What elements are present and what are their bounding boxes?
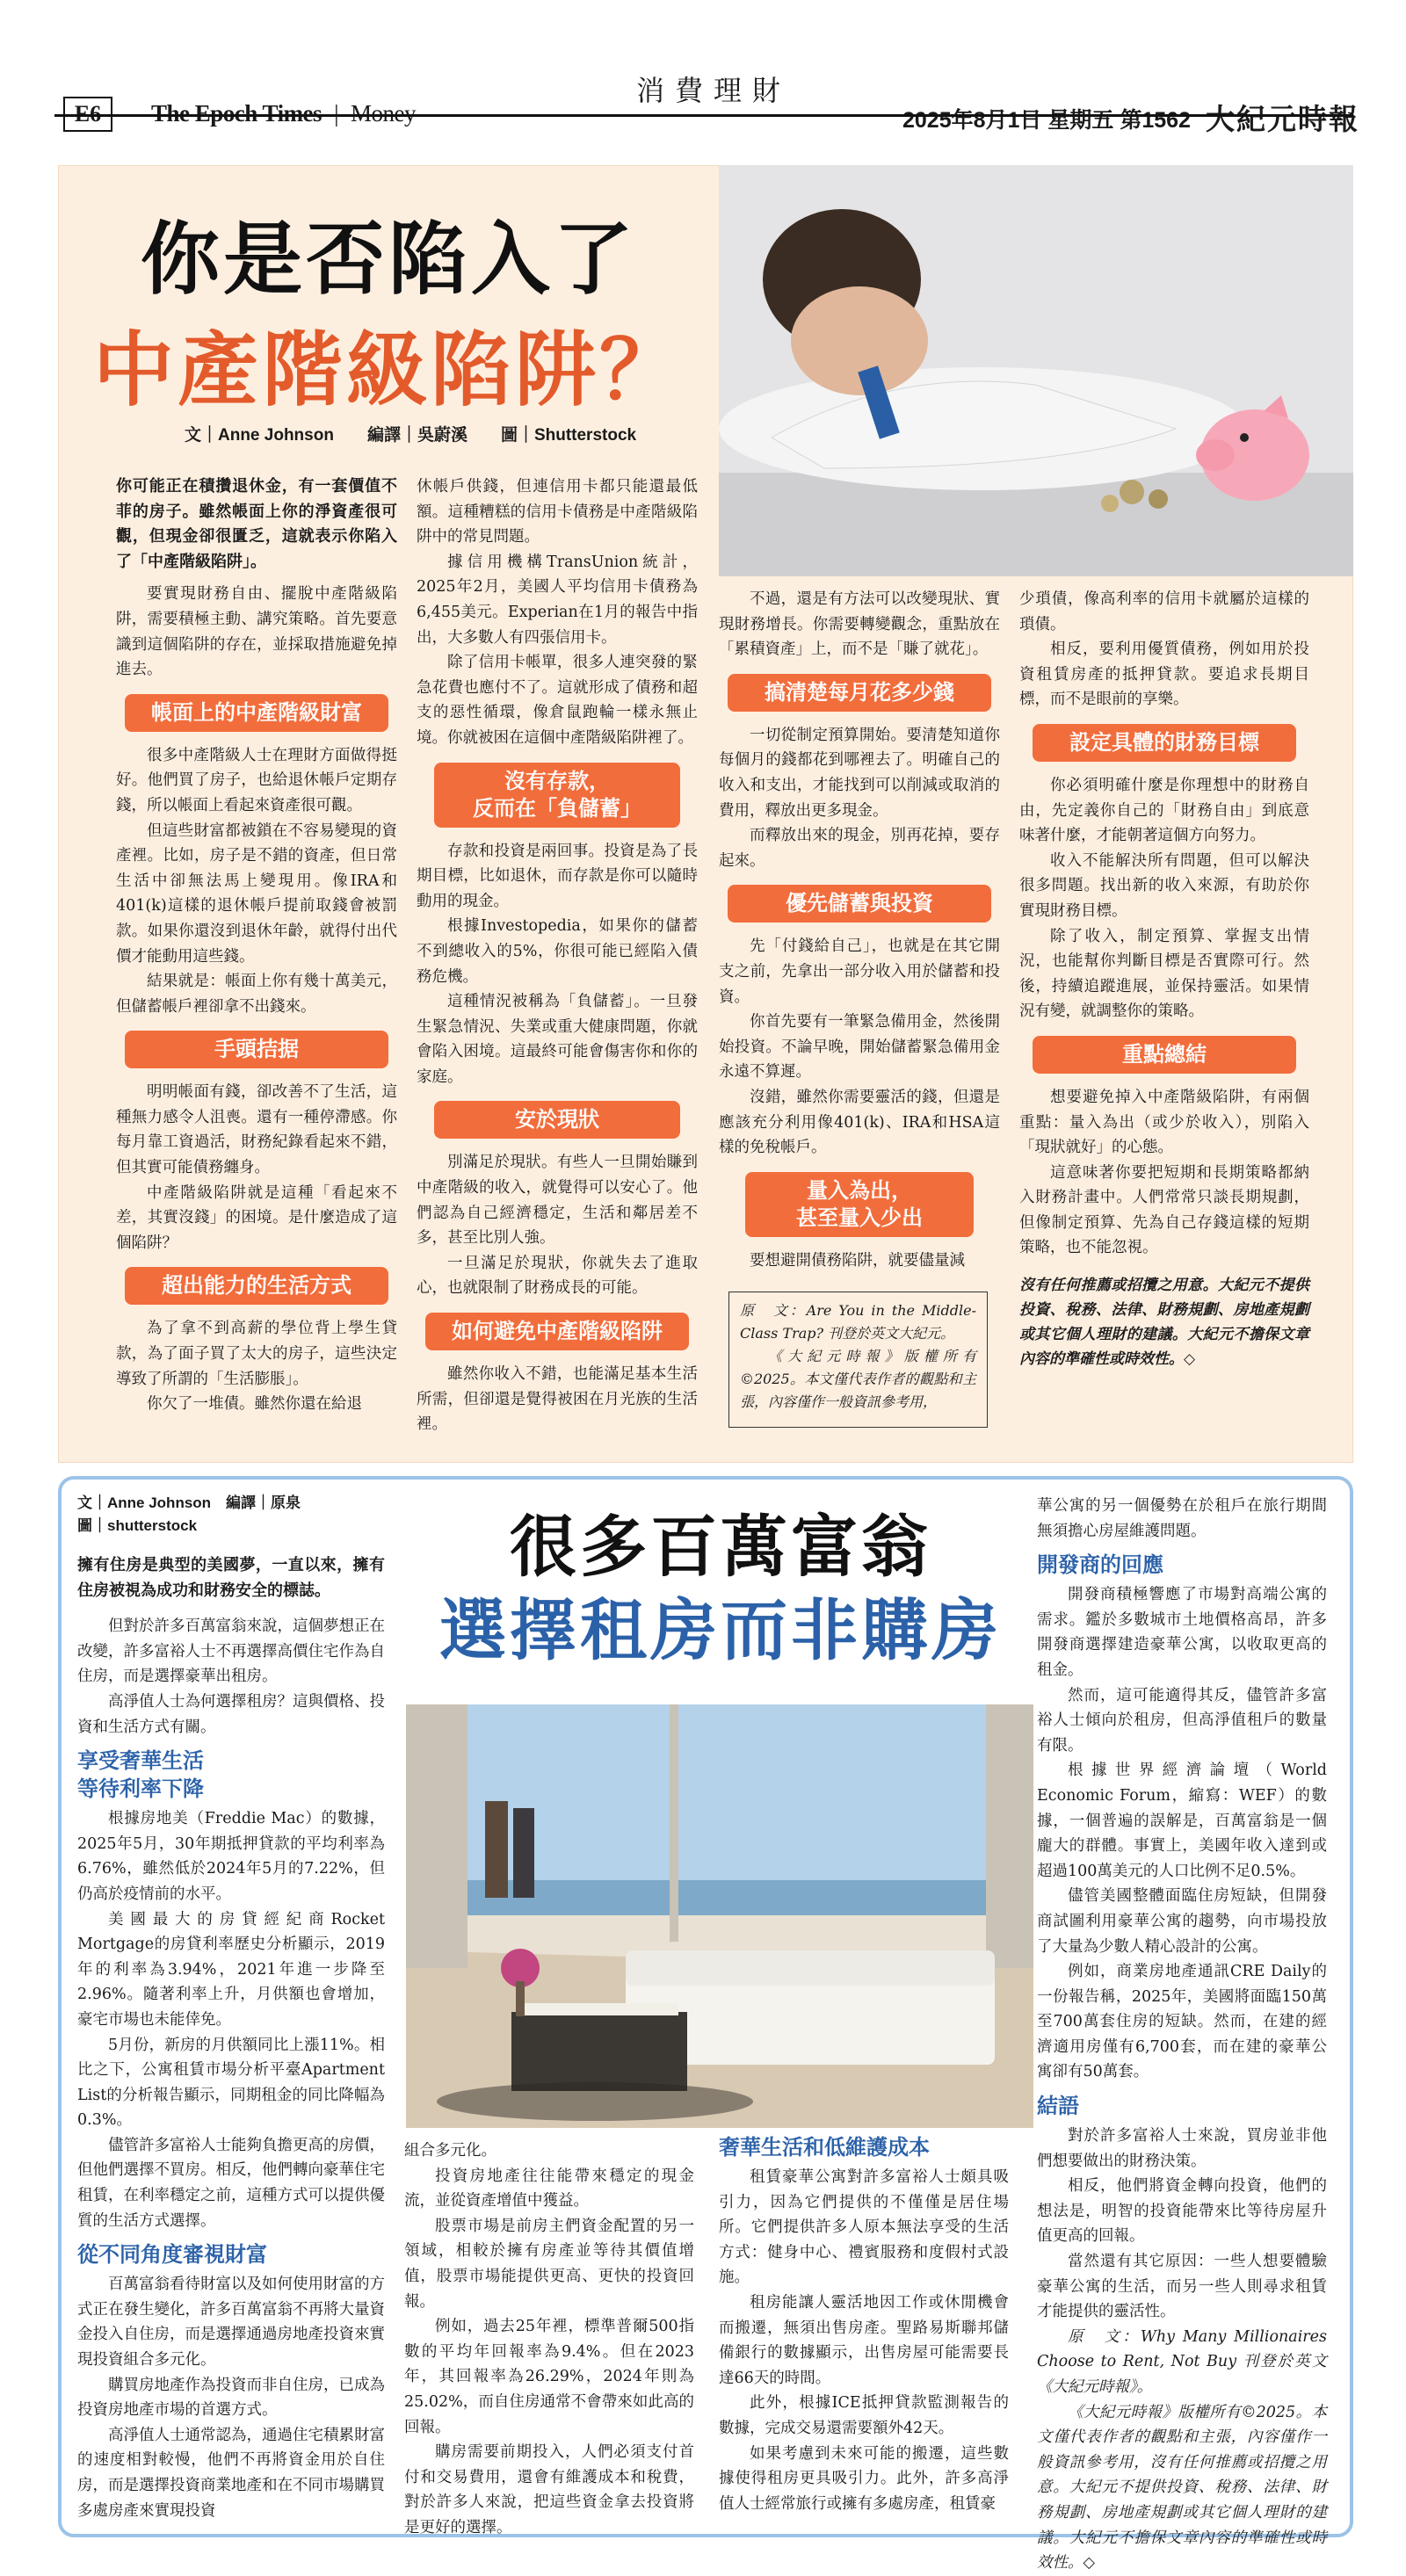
luxury-apartment-illustration bbox=[406, 1704, 1033, 2128]
article2-credit: 圖｜shutterstock bbox=[77, 1517, 198, 1534]
section-name: Money bbox=[350, 100, 416, 127]
disclaimer: 沒有任何推薦或招攬之用意。大紀元不提供投資、稅務、法律、財務規劃、房地產規劃或其它個人理財的建議。大紀元不擔保文章內容的準確性或時效性。◇ bbox=[1019, 1277, 1309, 1369]
paragraph: 據信用機構TransUnion統計，2025年2月，美國人平均信用卡債務為6,455美元。Experian在1月的報告中指出，大多數人有四張信用卡。 bbox=[417, 553, 698, 647]
page-header bbox=[54, 16, 1359, 136]
paragraph: 你首先要有一筆緊急備用金，然後開始投資。不論早晚，開始儲蓄緊急備用金永遠不算遲。 bbox=[719, 1013, 1000, 1082]
paragraph: 如果考慮到未來可能的搬遷，這些數據使得租房更具吸引力。此外，許多高淨值人士經常旅行或擁有多處房產，租賃豪 bbox=[719, 2444, 1009, 2513]
paragraph: 租賃豪華公寓對許多富裕人士頗具吸引力，因為它們提供的不僅僅是居住場所。它們提供許多人原本無法享受的生活方式：健身中心、禮賓服務和度假村式設施。 bbox=[719, 2168, 1009, 2287]
subheading: 開發商的回應 bbox=[1037, 1552, 1163, 1578]
article2-column3 bbox=[719, 2133, 1009, 2516]
paragraph: 購買房地產作為投資而非自住房，已成為投資房地產市場的首選方式。 bbox=[77, 2376, 385, 2420]
paragraph: 購房需要前期投入，人們必須支付首付和交易費用，還會有維護成本和稅費，對於許多人來說，把這些資金拿去投資將是更好的選擇。 bbox=[404, 2443, 694, 2536]
copyright-note: 《大紀元時報》版權所有©2025。本文僅代表作者的觀點和主張，內容僅作一般資訊參考用， bbox=[740, 1348, 976, 1410]
paragraph: 很多中產階級人士在理財方面做得挺好。他們買了房子，也給退休帳戶定期存錢，所以帳面上看起來資產很可觀。 bbox=[116, 746, 397, 814]
issue-date: 2025年8月1日 星期五 第1562 bbox=[902, 108, 1191, 133]
paragraph: 開發商積極響應了市場對高端公寓的需求。鑑於多數城市土地價格高昂，許多開發商選擇建造豪華公寓，以收取更高的租金。 bbox=[1037, 1586, 1327, 1679]
paragraph: 百萬富翁看待財富以及如何使用財富的方式正在發生變化，許多百萬富翁不再將大量資金投入自住房，而是選擇通過房地產投資來實現投資組合多元化。 bbox=[77, 2276, 385, 2370]
subheading: 超出能力的生活方式 bbox=[125, 1267, 388, 1305]
article1-lead: 你可能正在積攢退休金，有一套價值不菲的房子。雖然帳面上你的淨資產很可觀，但現金卻很匱乏，這就表示你陷入了「中產階級陷阱」。 bbox=[116, 477, 397, 571]
article1-column2 bbox=[417, 474, 698, 1437]
masthead-logo: 大紀元時報 bbox=[1206, 102, 1359, 136]
paragraph: 儘管美國整體面臨住房短缺，但開發商試圖利用豪華公寓的趨勢，向市場投放了大量為少數人精心設計的公寓。 bbox=[1037, 1887, 1327, 1956]
source-note: 原 文：Why Many Millionaires Choose to Rent, Not Buy 刊登於英文《大紀元時報》。 bbox=[1037, 2327, 1327, 2396]
paragraph: 除了收入，制定預算、掌握支出情況，也能幫你判斷目標是否實際可行。然後，持續追蹤進展，並保持靈活。如果情況有變，就調整你的策略。 bbox=[1019, 927, 1309, 1021]
paragraph: 當然還有其它原因：一些人想要體驗豪華公寓的生活，而另一些人則尋求租賃才能提供的靈活性。 bbox=[1037, 2253, 1327, 2321]
article2-photo bbox=[406, 1704, 1033, 2128]
source-note-box bbox=[728, 1292, 988, 1428]
brand-name: The Epoch Times bbox=[151, 100, 323, 127]
article2-byline: 文｜Anne Johnson 編譯｜原泉 bbox=[77, 1494, 301, 1511]
subheading: 手頭拮据 bbox=[125, 1031, 388, 1068]
subheading: 結語 bbox=[1037, 2094, 1079, 2119]
paragraph: 這意味著你要把短期和長期策略都納入財務計畫中。人們常常只談長期規劃，但像制定預算、先為自己存錢這樣的短期策略，也不能忽視。 bbox=[1019, 1163, 1309, 1257]
paragraph: 少瑣債，像高利率的信用卡就屬於這樣的瑣債。 bbox=[1019, 590, 1309, 633]
article1-byline: 文｜Anne Johnson 編譯｜吳蔚溪 圖｜Shutterstock bbox=[185, 426, 637, 445]
paragraph: 結果就是：帳面上你有幾十萬美元，但儲蓄帳戶裡卻拿不出錢來。 bbox=[116, 973, 397, 1016]
paragraph: 5月份，新房的月供額同比上漲11%。相比之下，公寓租賃市場分析平臺Apartment List的分析報告顯示，同期租金的同比降幅為0.3%。 bbox=[77, 2036, 385, 2130]
article1-title-line1: 你是否陷入了 bbox=[141, 213, 636, 306]
subheading: 奢華生活和低維護成本 bbox=[719, 2135, 930, 2160]
paragraph: 想要避免掉入中產階級陷阱，有兩個重點：量入為出（或少於收入），別陷入「現狀就好」的心態。 bbox=[1019, 1088, 1309, 1157]
paragraph: 根據世界經濟論壇（World Economic Forum，縮寫：WEF）的數據，一個普遍的誤解是，百萬富翁是一個龐大的群體。事實上，美國年收入達到或超過100萬美元的人口比例不足0.5%。 bbox=[1037, 1762, 1327, 1880]
paragraph: 沒錯，雖然你需要靈活的錢，但還是應該充分利用像401(k)、IRA和HSA這樣的免稅帳戶。 bbox=[719, 1088, 1000, 1157]
disclaimer: 《大紀元時報》版權所有©2025。本文僅代表作者的觀點和主張，內容僅作一般資訊參考用，沒有任何推薦或招攬之用意。大紀元不提供投資、稅務、法律、財務規劃、房地產規劃或其它個人理財的建議。大紀元不擔保文章內容的準確性或時效性。◇ bbox=[1037, 2403, 1327, 2572]
article1-photo bbox=[719, 165, 1353, 576]
paragraph: 要實現財務自由、擺脫中產階級陷阱，需要積極主動、講究策略。首先要意識到這個陷阱的存在，並採取措施避免掉進去。 bbox=[116, 585, 397, 679]
subheading: 量入為出， 甚至量入少出 bbox=[745, 1172, 974, 1237]
article2-column4 bbox=[1037, 1494, 1327, 2576]
subheading: 沒有存款， 反而在「負儲蓄」 bbox=[434, 763, 680, 828]
subheading: 優先儲蓄與投資 bbox=[728, 885, 991, 923]
paragraph: 華公寓的另一個優勢在於租戶在旅行期間無須擔心房屋維護問題。 bbox=[1037, 1497, 1327, 1540]
paragraph: 為了拿不到高薪的學位背上學生貸款，為了面子買了太大的房子，這些決定導致了所謂的「生活膨脹」。 bbox=[116, 1320, 397, 1388]
paragraph: 投資房地產往往能帶來穩定的現金流，並從資產增值中獲益。 bbox=[404, 2167, 694, 2211]
paragraph: 例如，商業房地產通訊CRE Daily的一份報告稱，2025年，美國將面臨150萬至700萬套住房的短缺。然而，在建的經濟適用房僅有6,700套，而在建的豪華公寓卻有50萬套。 bbox=[1037, 1963, 1327, 2081]
brand-separator: | bbox=[334, 100, 338, 127]
article1-column1 bbox=[116, 474, 397, 1417]
article2-byline-block bbox=[77, 1492, 376, 1538]
subheading: 重點總結 bbox=[1033, 1036, 1296, 1074]
paragraph: 高淨值人士為何選擇租房？這與價格、投資和生活方式有關。 bbox=[77, 1692, 385, 1736]
paragraph: 例如，過去25年裡，標準普爾500指數的平均年回報率為9.4%。但在2023年，其回報率為26.29%，2024年則為25.02%，而自住房通常不會帶來如此高的回報。 bbox=[404, 2318, 694, 2436]
paragraph: 股票市場是前房主們資金配置的另一領域，相較於擁有房產並等待其價值增值，股票市場能提供更高、更快的投資回報。 bbox=[404, 2217, 694, 2311]
category-title: 消費理財 bbox=[635, 74, 791, 107]
paragraph: 一切從制定預算開始。要清楚知道你每個月的錢都花到哪裡去了。明確自己的收入和支出，才能找到可以削減或取消的費用，釋放出更多現金。 bbox=[719, 726, 1000, 820]
paragraph: 但對於許多百萬富翁來說，這個夢想正在改變，許多富裕人士不再選擇高價住宅作為自住房，而是選擇豪華出租房。 bbox=[77, 1617, 385, 1686]
paragraph: 而釋放出來的現金，別再花掉，要存起來。 bbox=[719, 827, 1000, 870]
subheading: 從不同角度審視財富 bbox=[77, 2242, 267, 2268]
paragraph: 根據Investopedia，如果你的儲蓄不到總收入的5%，你很可能已經陷入債務危機。 bbox=[417, 917, 698, 986]
source-note: 原 文：Are You in the Middle-Class Trap? 刊登於英文大紀元。 bbox=[740, 1302, 976, 1342]
header-rule bbox=[54, 114, 1353, 117]
article2-column1 bbox=[77, 1553, 385, 2523]
paragraph: 相反，他們將資金轉向投資，他們的想法是，明智的投資能帶來比等待房屋升值更高的回報。 bbox=[1037, 2177, 1327, 2246]
subheading: 設定具體的財務目標 bbox=[1033, 724, 1296, 762]
article1-column4 bbox=[1019, 587, 1309, 1371]
article2-lead: 擁有住房是典型的美國夢，一直以來，擁有住房被視為成功和財務安全的標誌。 bbox=[77, 1556, 385, 1600]
paragraph: 你必須明確什麼是你理想中的財務自由，先定義你自己的「財務自由」到底意味著什麼，才能朝著這個方向努力。 bbox=[1019, 776, 1309, 845]
paragraph: 要想避開債務陷阱，就要儘量減 bbox=[750, 1251, 965, 1270]
paragraph: 收入不能解決所有問題，但可以解決很多問題。找出新的收入來源，有助於你實現財務目標。 bbox=[1019, 851, 1309, 920]
paragraph: 相反，要利用優質債務，例如用於投資租賃房產的抵押貸款。要追求長期目標，而不是眼前的享樂。 bbox=[1019, 640, 1309, 709]
paragraph: 明明帳面有錢，卻改善不了生活，這種無力感令人沮喪。還有一種停滯感。你每月靠工資過活，財務紀錄看起來不錯，但其實可能債務纏身。 bbox=[116, 1083, 397, 1177]
paragraph: 但這些財富都被鎖在不容易變現的資產裡。比如，房子是不錯的資產，但日常生活中卻無法馬上變現用。像IRA和401(k)這樣的退休帳戶提前取錢會被罰款。如果你還沒到退休年齡，就得付出代價才能動用這些錢。 bbox=[116, 821, 397, 966]
article2-title-line1: 很多百萬富翁 bbox=[510, 1508, 931, 1586]
paragraph: 儘管許多富裕人士能夠負擔更高的房價，但他們選擇不買房。相反，他們轉向豪華住宅租賃，在利率穩定之前，這種方式可以提供優質的生活方式選擇。 bbox=[77, 2136, 385, 2230]
paragraph: 除了信用卡帳單，很多人連突發的緊急花費也應付不了。這就形成了債務和超支的惡性循環，像倉鼠跑輪一樣永無止境。你就被困在這個中產階級陷阱裡了。 bbox=[417, 654, 698, 747]
paragraph: 休帳戶供錢，但連信用卡都只能還最低額。這種糟糕的信用卡債務是中產階級陷阱中的常見問題。 bbox=[417, 478, 698, 546]
paragraph: 先「付錢給自己」，也就是在其它開支之前，先拿出一部分收入用於儲蓄和投資。 bbox=[719, 937, 1000, 1006]
paragraph: 一旦滿足於現狀，你就失去了進取心，也就限制了財務成長的可能。 bbox=[417, 1254, 698, 1298]
subheading: 如何避免中產階級陷阱 bbox=[425, 1313, 689, 1350]
article1-column3 bbox=[719, 587, 1000, 1273]
paragraph: 組合多元化。 bbox=[404, 2142, 496, 2160]
subheading: 安於現狀 bbox=[434, 1101, 680, 1139]
paragraph: 租房能讓人靈活地因工作或休閒機會而搬遷，無須出售房產。聖路易斯聯邦儲備銀行的數據顯示，出售房屋可能需要長達66天的時間。 bbox=[719, 2293, 1009, 2387]
paragraph: 然而，這可能適得其反，儘管許多富裕人士傾向於租房，但高淨值租戶的數量有限。 bbox=[1037, 1686, 1327, 1755]
paragraph: 高淨值人士通常認為，通過住宅積累財富的速度相對較慢，他們不再將資金用於自住房，而是選擇投資商業地產和在不同市場購買多處房產來實現投資 bbox=[77, 2426, 385, 2520]
article2-column2 bbox=[404, 2138, 694, 2541]
page-number: E6 bbox=[63, 97, 112, 132]
paragraph: 根據房地美（Freddie Mac）的數據，2025年5月，30年期抵押貸款的平均利率為6.76%，雖然低於2024年5月的7.22%，但仍高於疫情前的水平。 bbox=[77, 1810, 385, 1903]
paragraph: 此外，根據ICE抵押貸款監測報告的數據，完成交易還需要額外42天。 bbox=[719, 2394, 1009, 2437]
stressed-man-piggy-bank-illustration bbox=[719, 165, 1353, 576]
paragraph: 存款和投資是兩回事。投資是為了長期目標，比如退休，而存款是你可以隨時動用的現金。 bbox=[417, 842, 698, 910]
article1-title-line2: 中產階級陷阱？ bbox=[93, 323, 685, 417]
paragraph: 別滿足於現狀。有些人一旦開始賺到中產階級的收入，就覺得可以安心了。他們認為自己經濟穩定，生活和鄰居差不多，甚至比別人強。 bbox=[417, 1154, 698, 1248]
paragraph: 中產階級陷阱就是這種「看起來不差，其實沒錢」的困境。是什麼造成了這個陷阱？ bbox=[116, 1183, 397, 1252]
subheading: 享受奢華生活 等待利率下降 bbox=[77, 1748, 204, 1802]
paragraph: 雖然你收入不錯，也能滿足基本生活所需，但卻還是覺得被困在月光族的生活裡。 bbox=[417, 1365, 698, 1434]
paragraph: 這種情況被稱為「負儲蓄」。一旦發生緊急情況、失業或重大健康問題，你就會陷入困境。這最終可能會傷害你和你的家庭。 bbox=[417, 993, 698, 1086]
subheading: 帳面上的中產階級財富 bbox=[125, 694, 388, 732]
paragraph: 不過，還是有方法可以改變現狀、實現財務增長。你需要轉變觀念，重點放在「累積資產」上，而不是「賺了就花」。 bbox=[719, 590, 1000, 659]
paragraph: 美國最大的房貸經紀商Rocket Mortgage的房貸利率歷史分析顯示，2019年的利率為3.94%，2021年進一步降至2.96%。隨著利率上升，月供額也會增加，豪宅市場也未能倖免。 bbox=[77, 1910, 385, 2029]
paragraph: 對於許多富裕人士來說，買房並非他們想要做出的財務決策。 bbox=[1037, 2127, 1327, 2170]
paragraph: 你欠了一堆債。雖然你還在給退 bbox=[147, 1395, 362, 1414]
subheading: 搞清楚每月花多少錢 bbox=[728, 674, 991, 712]
article2-title-line2: 選擇租房而非購房 bbox=[439, 1591, 1002, 1669]
